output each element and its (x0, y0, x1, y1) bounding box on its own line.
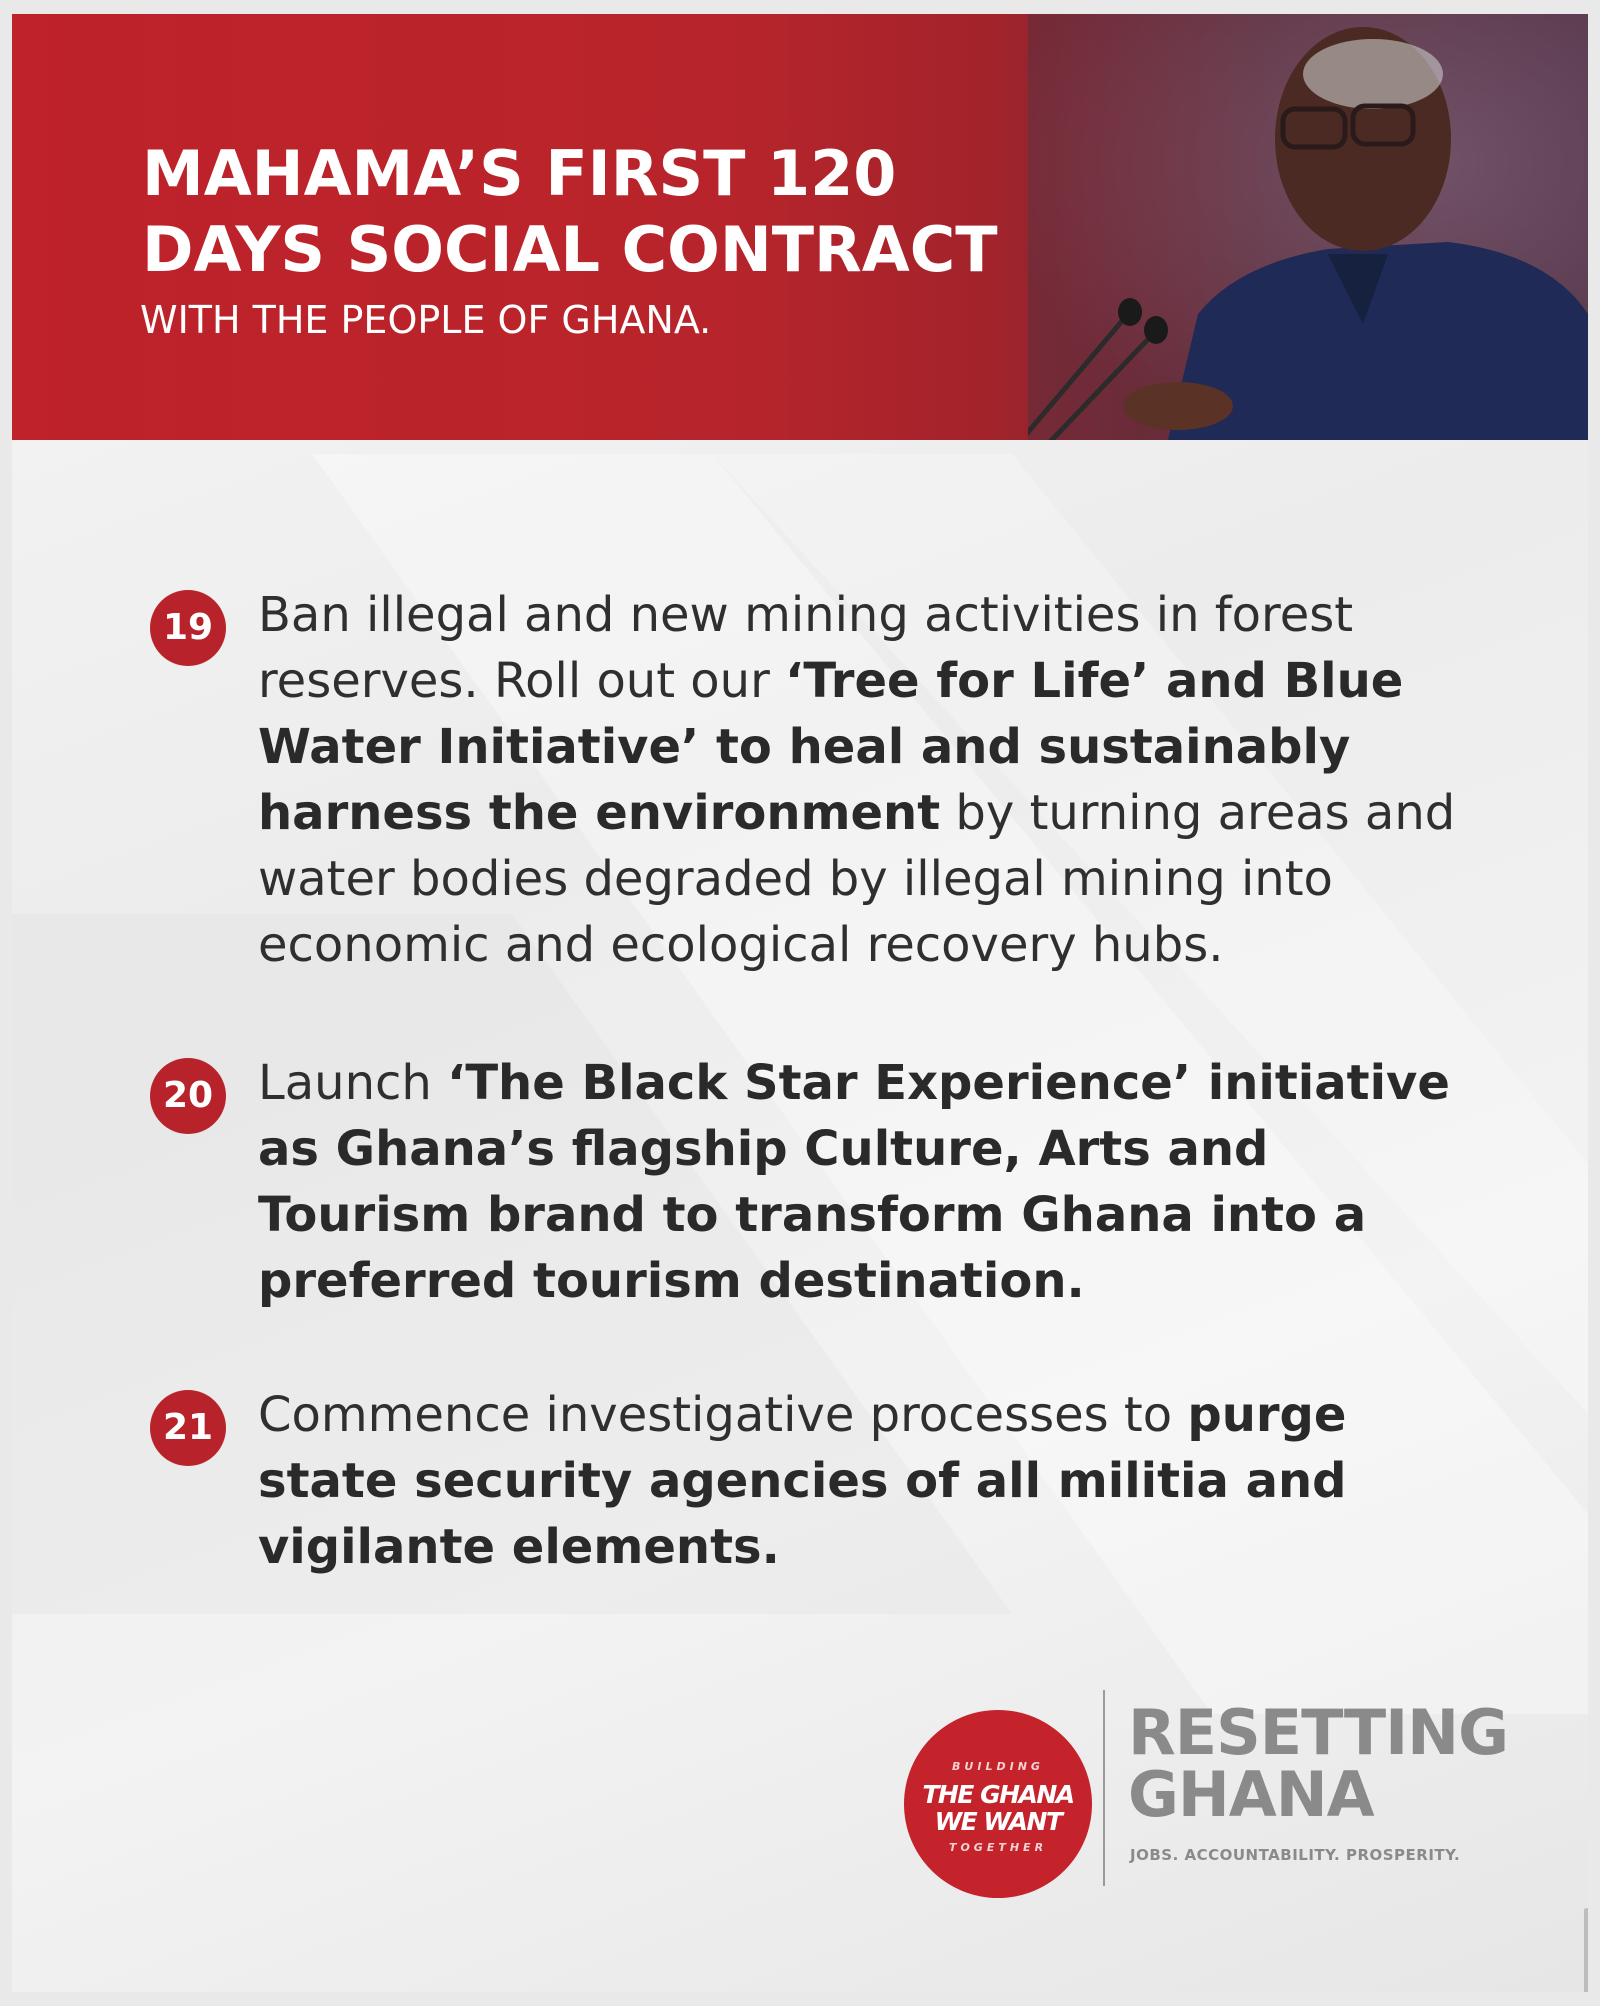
footer-divider (1103, 1690, 1105, 1886)
header-banner (12, 14, 1588, 440)
item-text (258, 582, 1490, 978)
item-number-badge: 20 (150, 1058, 226, 1134)
campaign-seal-logo (904, 1710, 1092, 1898)
commitments-list (150, 582, 1490, 1652)
seal-bottom-text: TOGETHER (948, 1841, 1048, 1854)
brand-line-2: GHANA (1128, 1758, 1374, 1831)
seal-lettering (904, 1710, 1092, 1898)
scrollbar-thumb[interactable] (1584, 1908, 1588, 1992)
brand-wordmark (1128, 1696, 1508, 1831)
text-bold: ‘Tree for Life’ and Blue Water Initiative’ to heal and sustainably harness the environment (258, 653, 1404, 841)
list-item (150, 1050, 1490, 1314)
seal-line-2: WE WANT (934, 1807, 1062, 1836)
item-number-badge: 21 (150, 1390, 226, 1466)
footer-branding (894, 1690, 1508, 1890)
text-regular: Commence investigative processes to (258, 1387, 1188, 1443)
poster (12, 14, 1588, 1992)
seal-top-text: BUILDING (952, 1760, 1044, 1773)
item-text (258, 1382, 1490, 1580)
brand-line-1: RESETTING (1128, 1696, 1508, 1769)
brand-tagline: JOBS. ACCOUNTABILITY. PROSPERITY. (1130, 1846, 1461, 1864)
seal-line-1: THE GHANA (922, 1780, 1074, 1809)
text-regular: Launch (258, 1055, 448, 1111)
speaker-portrait (1028, 14, 1588, 440)
item-number-badge: 19 (150, 590, 226, 666)
text-regular: by turning areas and water bodies degraded by illegal mining into economic and ecological recovery hubs. (258, 785, 1456, 973)
page-title (142, 136, 998, 288)
text-bold: ‘The Black Star Experience’ initiative as Ghana’s flagship Culture, Arts and Tourism brand to transform Ghana into a preferred tourism destination. (258, 1055, 1450, 1309)
list-item (150, 1382, 1490, 1580)
title-line-2: DAYS SOCIAL CONTRACT (142, 213, 998, 286)
title-line-1: MAHAMA’S FIRST 120 (142, 137, 897, 210)
page-subtitle: WITH THE PEOPLE OF GHANA. (140, 298, 712, 342)
text-bold: purge state security agencies of all militia and vigilante elements. (258, 1387, 1347, 1575)
item-text (258, 1050, 1490, 1314)
list-item (150, 582, 1490, 978)
text-regular: Ban illegal and new mining activities in forest reserves. Roll out our (258, 587, 1354, 709)
